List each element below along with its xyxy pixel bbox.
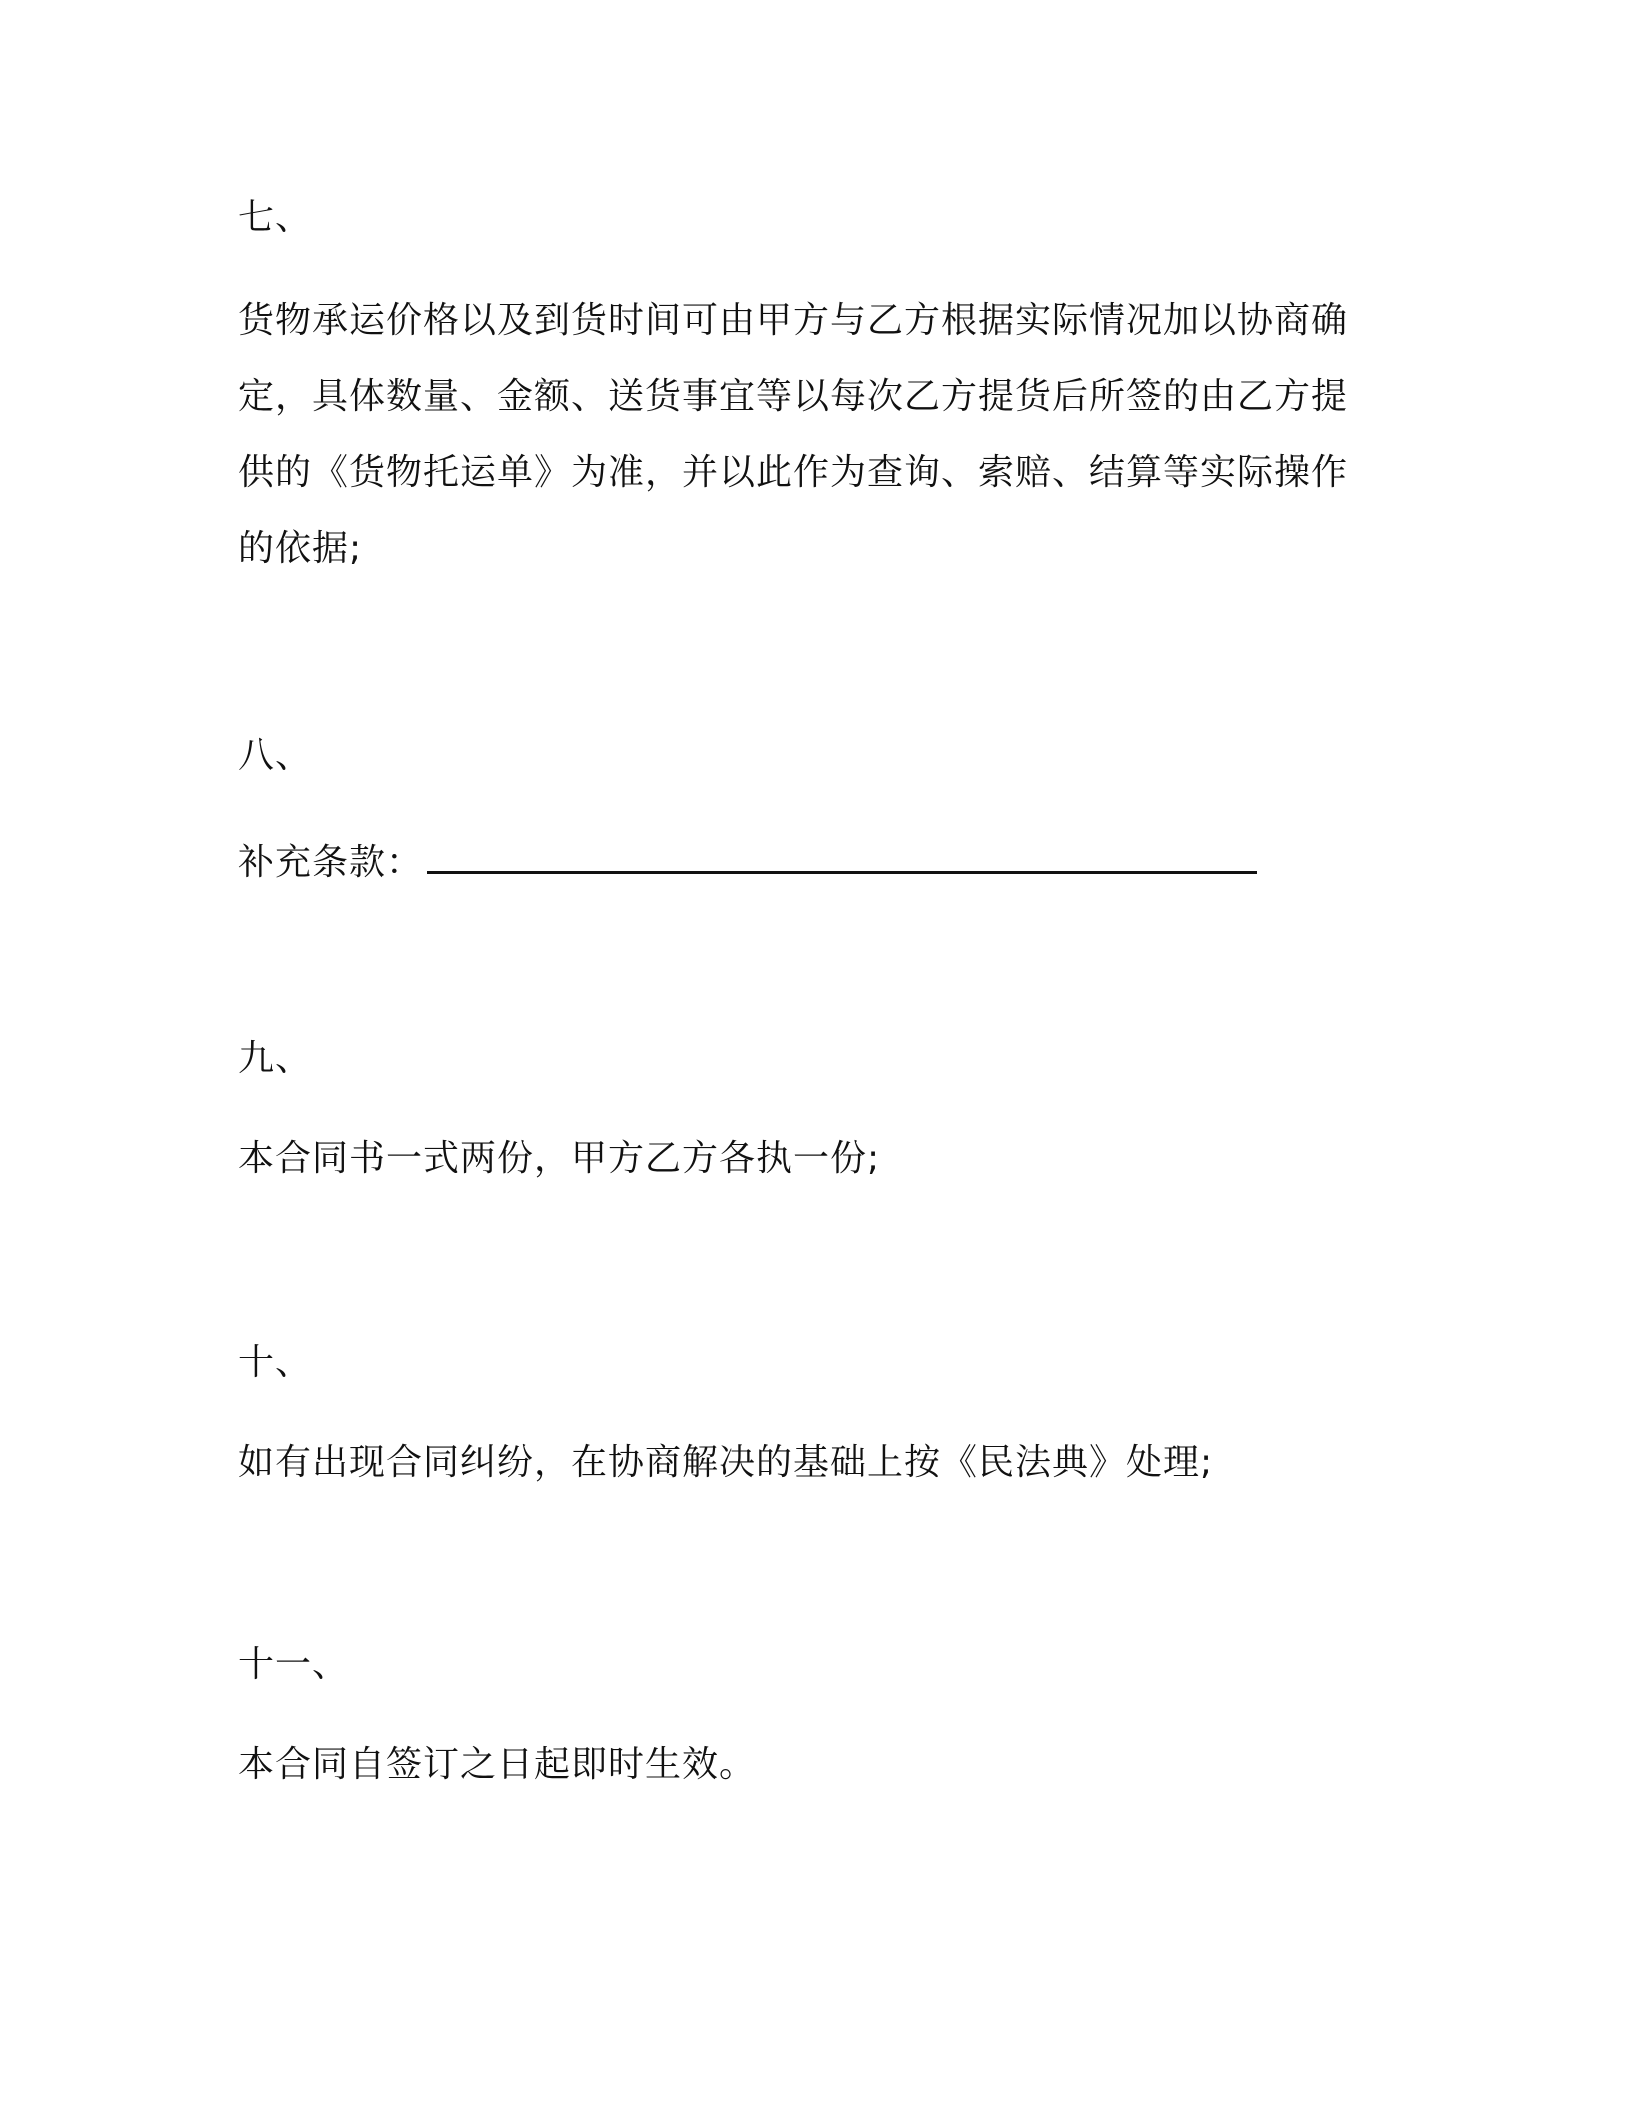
section-8-text: 补充条款： [238, 842, 424, 883]
section-7-heading: 七、 [238, 197, 313, 238]
section-9-heading: 九、 [238, 1038, 313, 1079]
section-11-heading: 十一、 [238, 1644, 350, 1685]
section-10-heading: 十、 [238, 1342, 313, 1383]
section-8-heading: 八、 [238, 735, 313, 776]
section-10-text: 如有出现合同纠纷，在协商解决的基础上按《民法典》处理; [238, 1442, 1214, 1483]
supplementary-terms-blank [427, 841, 1257, 874]
section-11-text: 本合同自签订之日起即时生效。 [238, 1744, 757, 1785]
section-7-text: 货物承运价格以及到货时间可由甲方与乙方根据实际情况加以协商确定，具体数量、金额、送货事宜等以每次乙方提货后所签的由乙方提供的《货物托运单》为准，并以此作为查询、索赔、结算等实际操作的依据; [238, 300, 1349, 569]
section-9-text: 本合同书一式两份，甲方乙方各执一份; [238, 1138, 881, 1179]
section-8-line [238, 825, 1368, 901]
